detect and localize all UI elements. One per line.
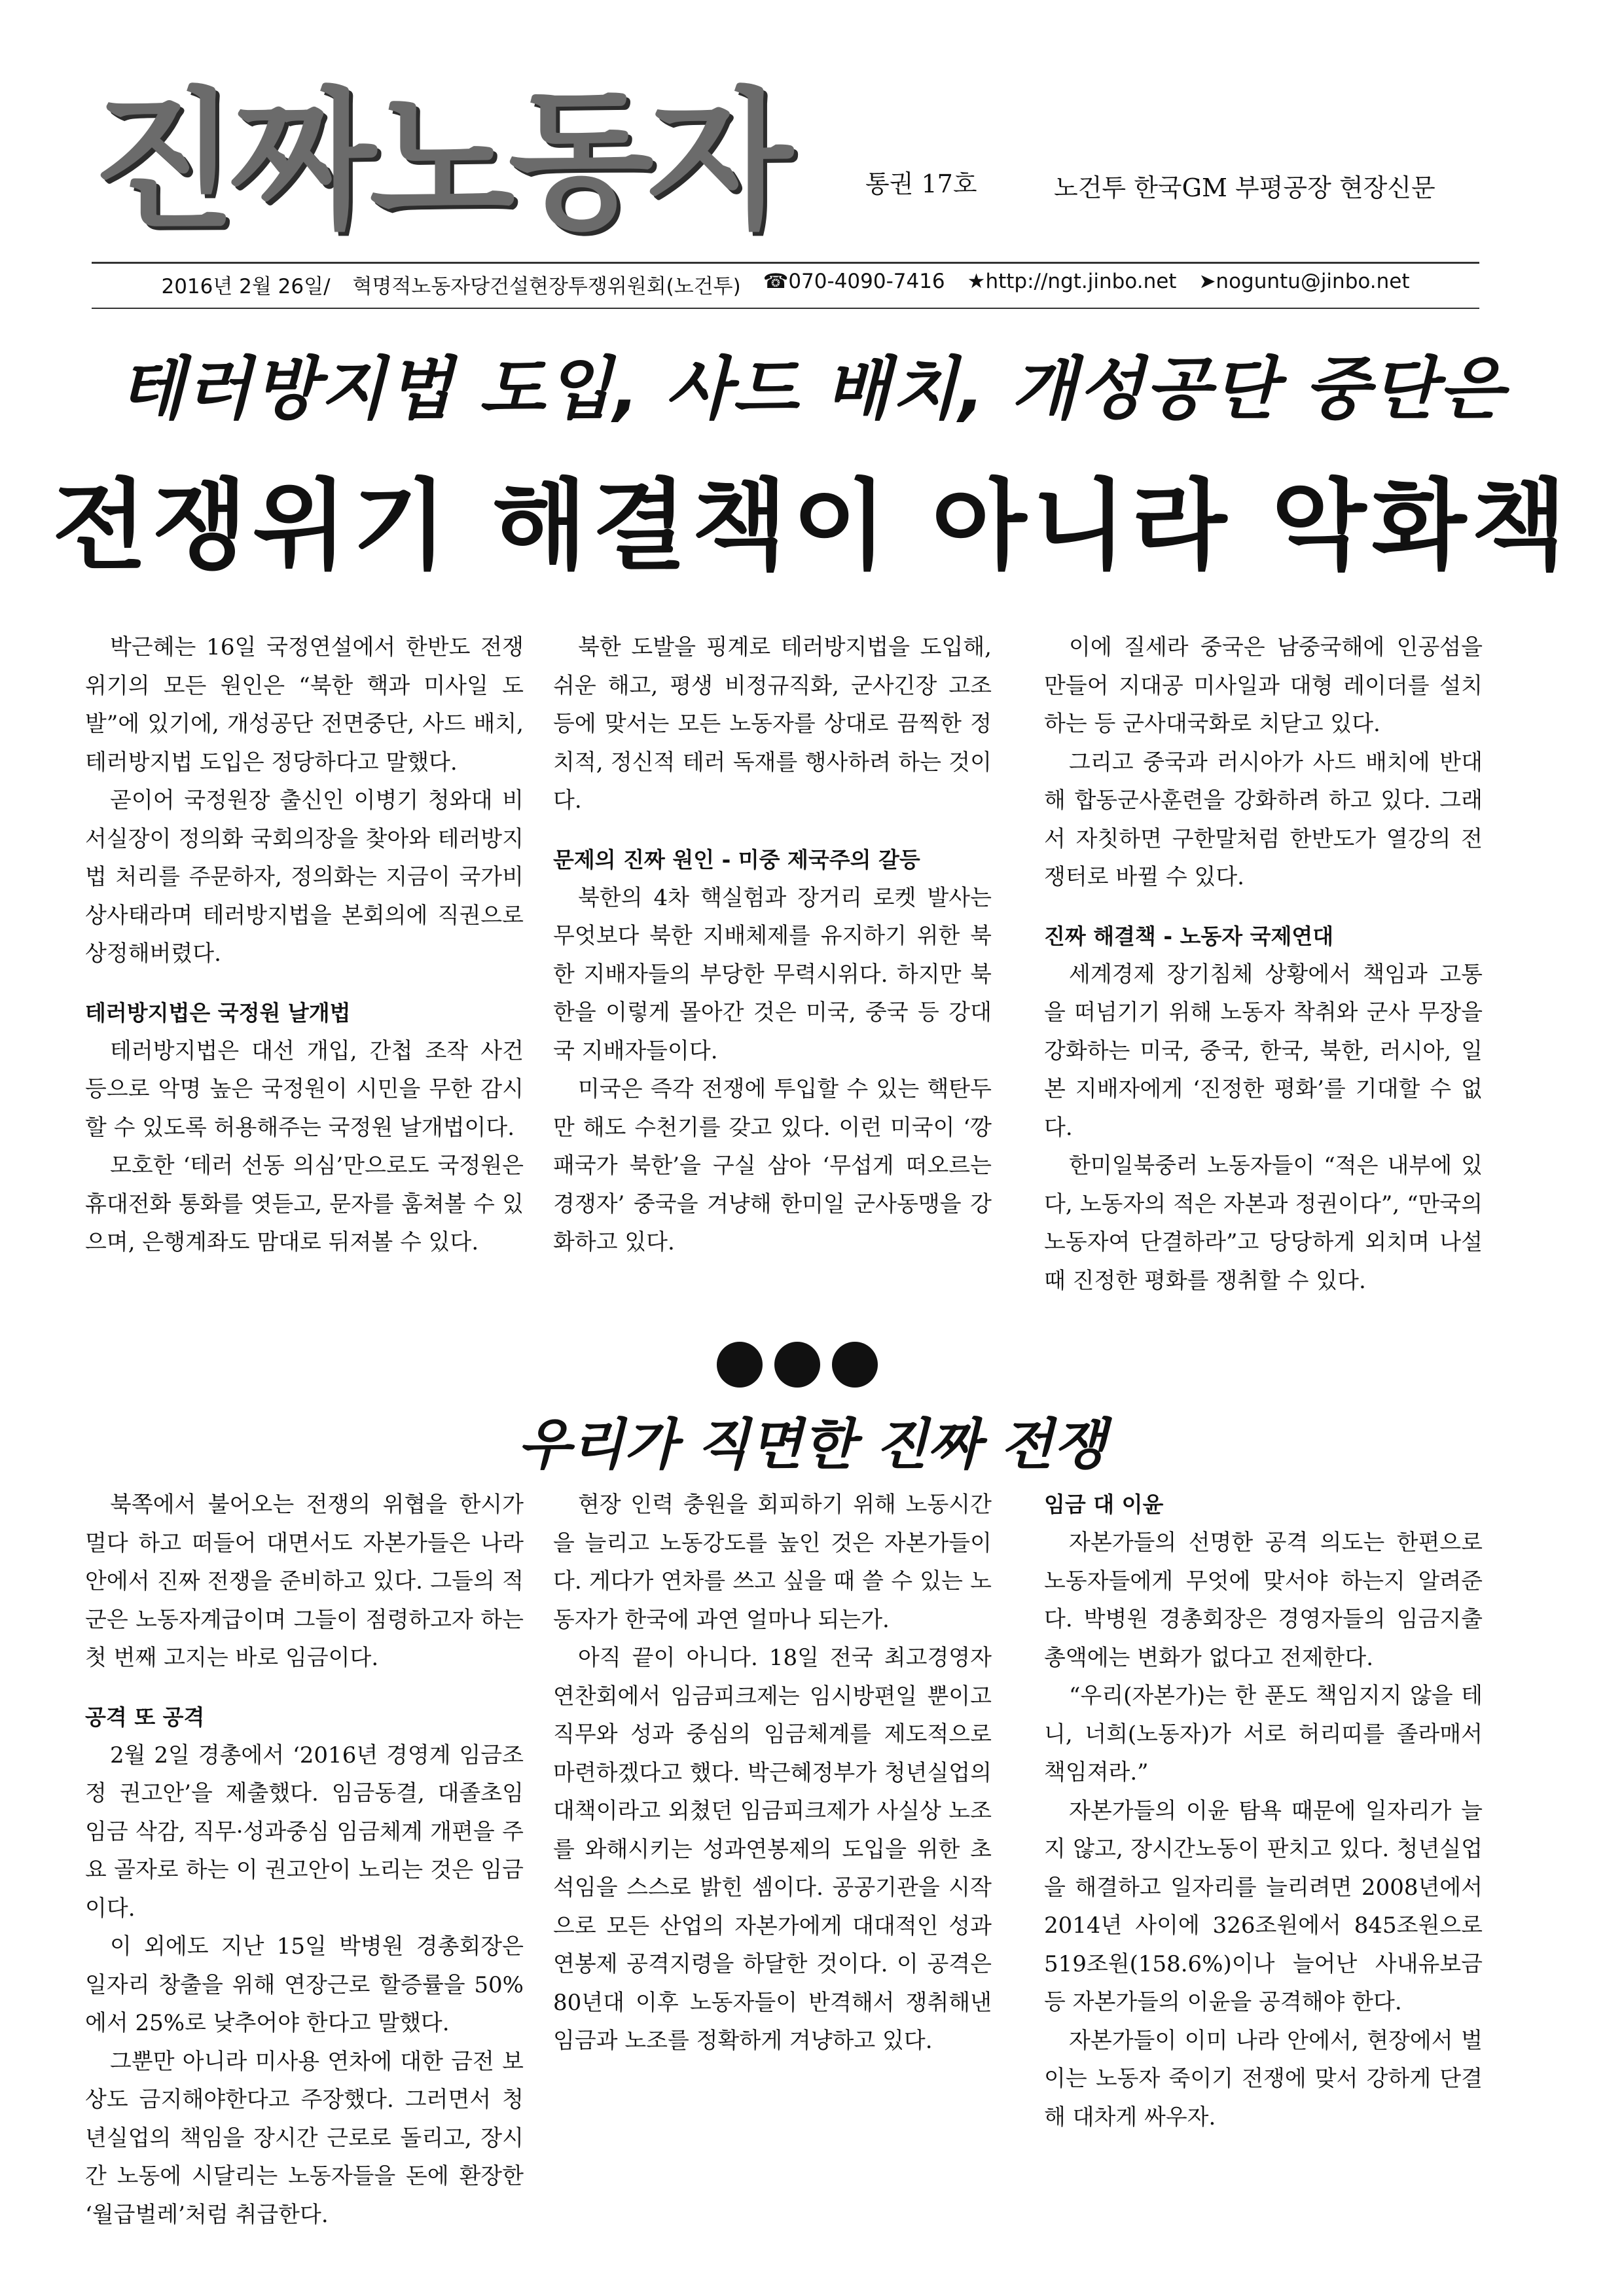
- masthead-info-bar: [92, 270, 1479, 301]
- paragraph: 테러방지법은 대선 개입, 간첩 조작 사건 등으로 악명 높은 국정원이 시민을 무한 감시할 수 있도록 허용해주는 국정원 날개법이다.: [85, 1037, 524, 1141]
- article2-column-2: [553, 1486, 992, 2060]
- paragraph: 북쪽에서 불어오는 전쟁의 위협을 한시가 멀다 하고 떠들어 대면서도 자본가들은 나라 안에서 진짜 전쟁을 준비하고 있다. 그들의 적군은 노동자계급이며 그들이 점령하고자 하는 첫 번째 고지는 바로 임금이다.: [85, 1492, 524, 1671]
- paragraph: 이에 질세라 중국은 남중국해에 인공섬을 만들어 지대공 미사일과 대형 레이더를 설치하는 등 군사대국화로 치닫고 있다.: [1044, 634, 1483, 737]
- article2-column-3: [1044, 1486, 1483, 2136]
- subheading: 임금 대 이윤: [1044, 1492, 1164, 1517]
- paragraph: 세계경제 장기침체 상황에서 책임과 고통을 떠넘기기 위해 노동자 착취와 군사 무장을 강화하는 미국, 중국, 한국, 북한, 러시아, 일본 지배자에게 ‘진정한 평화’를 기대할 수 없다.: [1044, 961, 1483, 1141]
- issue-date: 2016년 2월 26일/: [161, 275, 331, 298]
- article2-headline: 우리가 직면한 진짜 전쟁: [517, 1412, 1107, 1477]
- paragraph: “우리(자본가)는 한 푼도 책임지지 않을 테니, 너희(노동자)가 서로 허리띠를 졸라매서 책임져라.”: [1044, 1683, 1483, 1785]
- article1-column-1: [85, 628, 524, 1262]
- article1-column-2: [553, 628, 992, 1262]
- paragraph: 2월 2일 경총에서 ‘2016년 경영계 임금조정 권고안’을 제출했다. 임금동결, 대졸초임 임금 삭감, 직무·성과중심 임금체계 개편을 주요 골자로 하는 이 권고안이 노리는 것은 임금이다.: [85, 1742, 524, 1922]
- paragraph: 미국은 즉각 전쟁에 투입할 수 있는 핵탄두만 해도 수천기를 갖고 있다. 이런 미국이 ‘깡패국가 북한’을 구실 삼아 ‘무섭게 떠오르는 경쟁자’ 중국을 겨냥해 한미일 군사동맹을 강화하고 있다.: [553, 1076, 992, 1255]
- masthead-rule-top: [92, 262, 1479, 264]
- phone-number: ☎070-4090-7416: [763, 270, 945, 293]
- bullet-dot: [774, 1342, 820, 1388]
- paragraph: 아직 끝이 아니다. 18일 전국 최고경영자 연찬회에서 임금피크제는 임시방편일 뿐이고 직무와 성과 중심의 임금체계를 제도적으로 마련하겠다고 했다. 박근혜정부가 청년실업의 대책이라고 외쳤던 임금피크제가 사실상 노조를 와해시키는 성과연봉제의 도입을 위한 초석임을 스스로 밝힌 셈이다. 공공기관을 시작으로 모든 산업의 자본가에게 대대적인 성과연봉제 공격지령을 하달한 것이다. 이 공격은 80년대 이후 노동자들이 반격해서 쟁취해낸 임금과 노조를 정확하게 겨냥하고 있다.: [553, 1645, 992, 2054]
- masthead-rule-bottom: [92, 308, 1479, 309]
- bullet-dot: [717, 1342, 763, 1388]
- paragraph: 자본가들의 이윤 탐욕 때문에 일자리가 늘지 않고, 장시간노동이 판치고 있다. 청년실업을 해결하고 일자리를 늘리려면 2008년에서 2014년 사이에 326조원에서 845조원으로 519조원(158.6%)이나 늘어난 사내유보금 등 자본가들의 이윤을 공격해야 한다.: [1044, 1797, 1483, 2015]
- bullet-dot: [832, 1342, 878, 1388]
- subheading: 진짜 해결책 - 노동자 국제연대: [1044, 923, 1334, 949]
- paragraph: 자본가들의 선명한 공격 의도는 한편으로 노동자들에게 무엇에 맞서야 하는지 알려준다. 박병원 경총회장은 경영자들의 임금지출 총액에는 변화가 없다고 전제한다.: [1044, 1530, 1483, 1671]
- paragraph: 그리고 중국과 러시아가 사드 배치에 반대해 합동군사훈련을 강화하려 하고 있다. 그래서 자칫하면 구한말처럼 한반도가 열강의 전쟁터로 바뀔 수 있다.: [1044, 749, 1483, 890]
- masthead-logo: 진짜노동자: [92, 75, 786, 249]
- paragraph: 북한의 4차 핵실험과 장거리 로켓 발사는 무엇보다 북한 지배체제를 유지하기 위한 북한 지배자들의 부당한 무력시위다. 하지만 북한을 이렇게 몰아간 것은 미국, 중국 등 강대국 지배자들이다.: [553, 884, 992, 1064]
- paragraph: 모호한 ‘테러 선동 의심’만으로도 국정원은 휴대전화 통화를 엿듣고, 문자를 훔쳐볼 수 있으며, 은행계좌도 맘대로 뒤져볼 수 있다.: [85, 1153, 524, 1255]
- subheading: 문제의 진짜 원인 - 미중 제국주의 갈등: [553, 846, 920, 872]
- paragraph: 자본가들이 이미 나라 안에서, 현장에서 벌이는 노동자 죽이기 전쟁에 맞서 강하게 단결해 대차게 싸우자.: [1044, 2027, 1483, 2130]
- paragraph: 한미일북중러 노동자들이 “적은 내부에 있다, 노동자의 적은 자본과 정권이다”, “만국의 노동자여 단결하라”고 당당하게 외치며 나설 때 진정한 평화를 쟁취할 수 있다.: [1044, 1153, 1483, 1294]
- paragraph: 박근혜는 16일 국정연설에서 한반도 전쟁위기의 모든 원인은 “북한 핵과 미사일 도발”에 있기에, 개성공단 전면중단, 사드 배치, 테러방지법 도입은 정당하다고 말했다.: [85, 634, 524, 776]
- paragraph: 북한 도발을 핑계로 테러방지법을 도입해, 쉬운 해고, 평생 비정규직화, 군사긴장 고조 등에 맞서는 모든 노동자를 상대로 끔찍한 정치적, 정신적 테러 독재를 행사하려 하는 것이다.: [553, 634, 992, 814]
- website-link[interactable]: ★http://ngt.jinbo.net: [967, 270, 1177, 293]
- paragraph: 이 외에도 지난 15일 박병원 경총회장은 일자리 창출을 위해 연장근로 할증률을 50%에서 25%로 낮추어야 한다고 말했다.: [85, 1933, 524, 2036]
- publication-name: 노건투 한국GM 부평공장 현장신문: [1054, 173, 1435, 202]
- subheading: 공격 또 공격: [85, 1704, 205, 1730]
- email-link[interactable]: ➤noguntu@jinbo.net: [1199, 270, 1410, 293]
- article1-kicker: 테러방지법 도입, 사드 배치, 개성공단 중단은: [118, 349, 1506, 429]
- section-separator: [717, 1342, 878, 1388]
- article1-headline: 전쟁위기 해결책이 아니라 악화책: [52, 469, 1572, 583]
- article2-column-1: [85, 1486, 524, 2234]
- paragraph: 현장 인력 충원을 회피하기 위해 노동시간을 늘리고 노동강도를 높인 것은 자본가들이다. 게다가 연차를 쓰고 싶을 때 쓸 수 있는 노동자가 한국에 과연 얼마나 되는가.: [553, 1492, 992, 1633]
- subheading: 테러방지법은 국정원 날개법: [85, 999, 351, 1026]
- paragraph: 곧이어 국정원장 출신인 이병기 청와대 비서실장이 정의화 국회의장을 찾아와 테러방지법 처리를 주문하자, 정의화는 지금이 국가비상사태라며 테러방지법을 본회의에 직권으로 상정해버렸다.: [85, 787, 524, 967]
- organization: 혁명적노동자당건설현장투쟁위원회(노건투): [352, 275, 741, 298]
- article1-column-3: [1044, 628, 1483, 1300]
- issue-number: 통권 17호: [865, 170, 977, 198]
- paragraph: 그뿐만 아니라 미사용 연차에 대한 금전 보상도 금지해야한다고 주장했다. 그러면서 청년실업의 책임을 장시간 근로로 돌리고, 장시간 노동에 시달리는 노동자들을 돈에 환장한 ‘월급벌레’처럼 취급한다.: [85, 2048, 524, 2228]
